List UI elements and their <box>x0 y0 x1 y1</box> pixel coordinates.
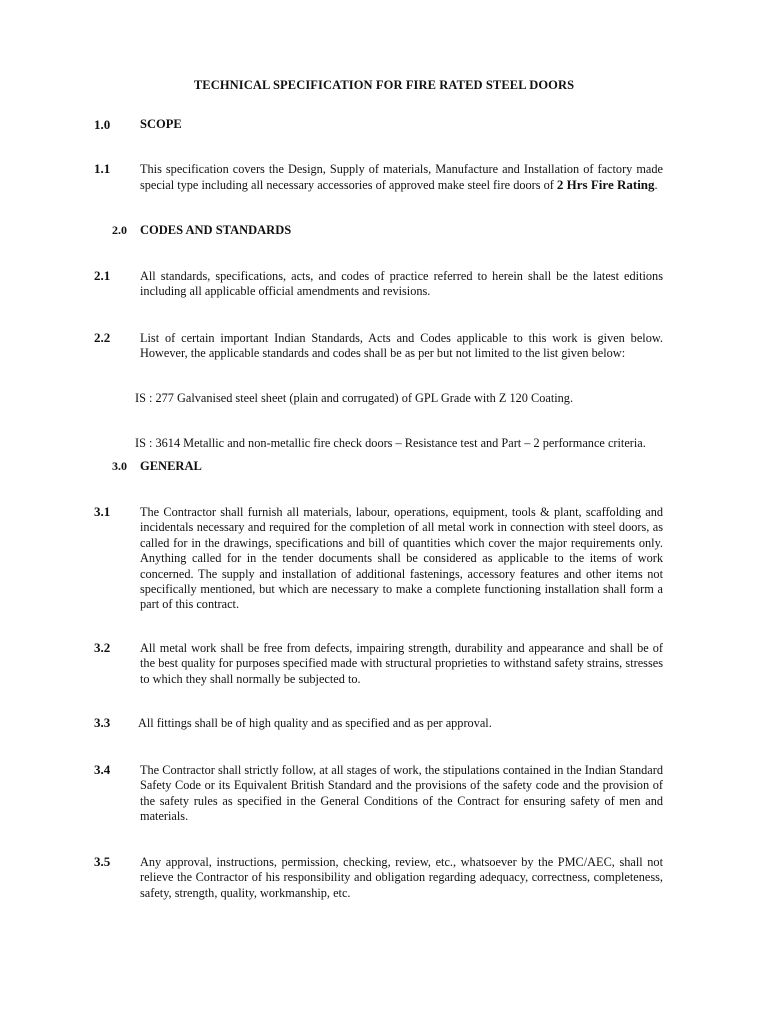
clause-text-body: This specification covers the Design, Supply of materials, Manufacture and Installation of factory made special type including all necessary accessories of approved make steel fire doors of <box>140 162 663 193</box>
clause-text: All standards, specifications, acts, and codes of practice referred to herein shall be the latest editions including all applicable official amendments and revisions. <box>140 269 663 299</box>
clause-number: 3.1 <box>94 504 111 519</box>
standard-reference: IS : 3614 Metallic and non-metallic fire check doors – Resistance test and Part – 2 performance criteria. <box>135 436 646 450</box>
section-number: 3.0 <box>112 459 127 473</box>
document-title: TECHNICAL SPECIFICATION FOR FIRE RATED STEEL DOORS <box>193 78 575 92</box>
section-number: 1.0 <box>94 117 111 132</box>
clause-text: The Contractor shall strictly follow, at all stages of work, the stipulations contained in the Indian Standard Safety Code or its Equivalent British Standard and the provisions of the safety code and the provision of the safety rules as specified in the General Conditions of the Contract for ensuring safety of men and materials. <box>140 763 663 824</box>
fire-rating-emphasis: 2 Hrs Fire Rating <box>556 177 655 193</box>
section-heading: SCOPE <box>140 117 182 131</box>
clause-number: 2.1 <box>94 268 111 283</box>
clause-text <box>140 162 663 194</box>
clause-number: 1.1 <box>94 161 111 176</box>
clause-number: 3.5 <box>94 854 111 869</box>
clause-text: The Contractor shall furnish all materials, labour, operations, equipment, tools & plant, scaffolding and incidentals necessary and required for the completion of all metal work in connection with steel doors, as called for in the drawings, specifications and bill of quantities which cover the major requirements only. Anything called for in the tender documents shall be considered as applicable to the items of work concerned. The supply and installation of additional fastenings, accessory features and other items not specifically mentioned, but which are necessary to make a complete functioning installation shall form a part of this contract. <box>140 505 663 612</box>
clause-text: All metal work shall be free from defects, impairing strength, durability and appearance and shall be of the best quality for purposes specified made with structural proprieties to withstand safety strains, stresses to which they shall normally be subjected to. <box>140 641 663 686</box>
clause-text-end: . <box>654 178 658 193</box>
section-number: 2.0 <box>112 223 127 237</box>
standard-reference: IS : 277 Galvanised steel sheet (plain and corrugated) of GPL Grade with Z 120 Coating. <box>135 391 574 405</box>
clause-text: List of certain important Indian Standards, Acts and Codes applicable to this work is given below. However, the applicable standards and codes shall be as per but not limited to the list given below: <box>140 331 663 361</box>
clause-text: All fittings shall be of high quality and as specified and as per approval. <box>138 716 492 730</box>
clause-number: 3.3 <box>94 715 111 730</box>
section-heading: CODES AND STANDARDS <box>140 223 292 237</box>
section-heading: GENERAL <box>140 459 202 473</box>
clause-text: Any approval, instructions, permission, checking, review, etc., whatsoever by the PMC/AEC, shall not relieve the Contractor of his responsibility and obligation regarding adequacy, correctness, completeness, safety, strength, quality, workmanship, etc. <box>140 855 663 900</box>
clause-number: 3.4 <box>94 762 111 777</box>
clause-number: 3.2 <box>94 640 111 655</box>
clause-number: 2.2 <box>94 330 111 345</box>
